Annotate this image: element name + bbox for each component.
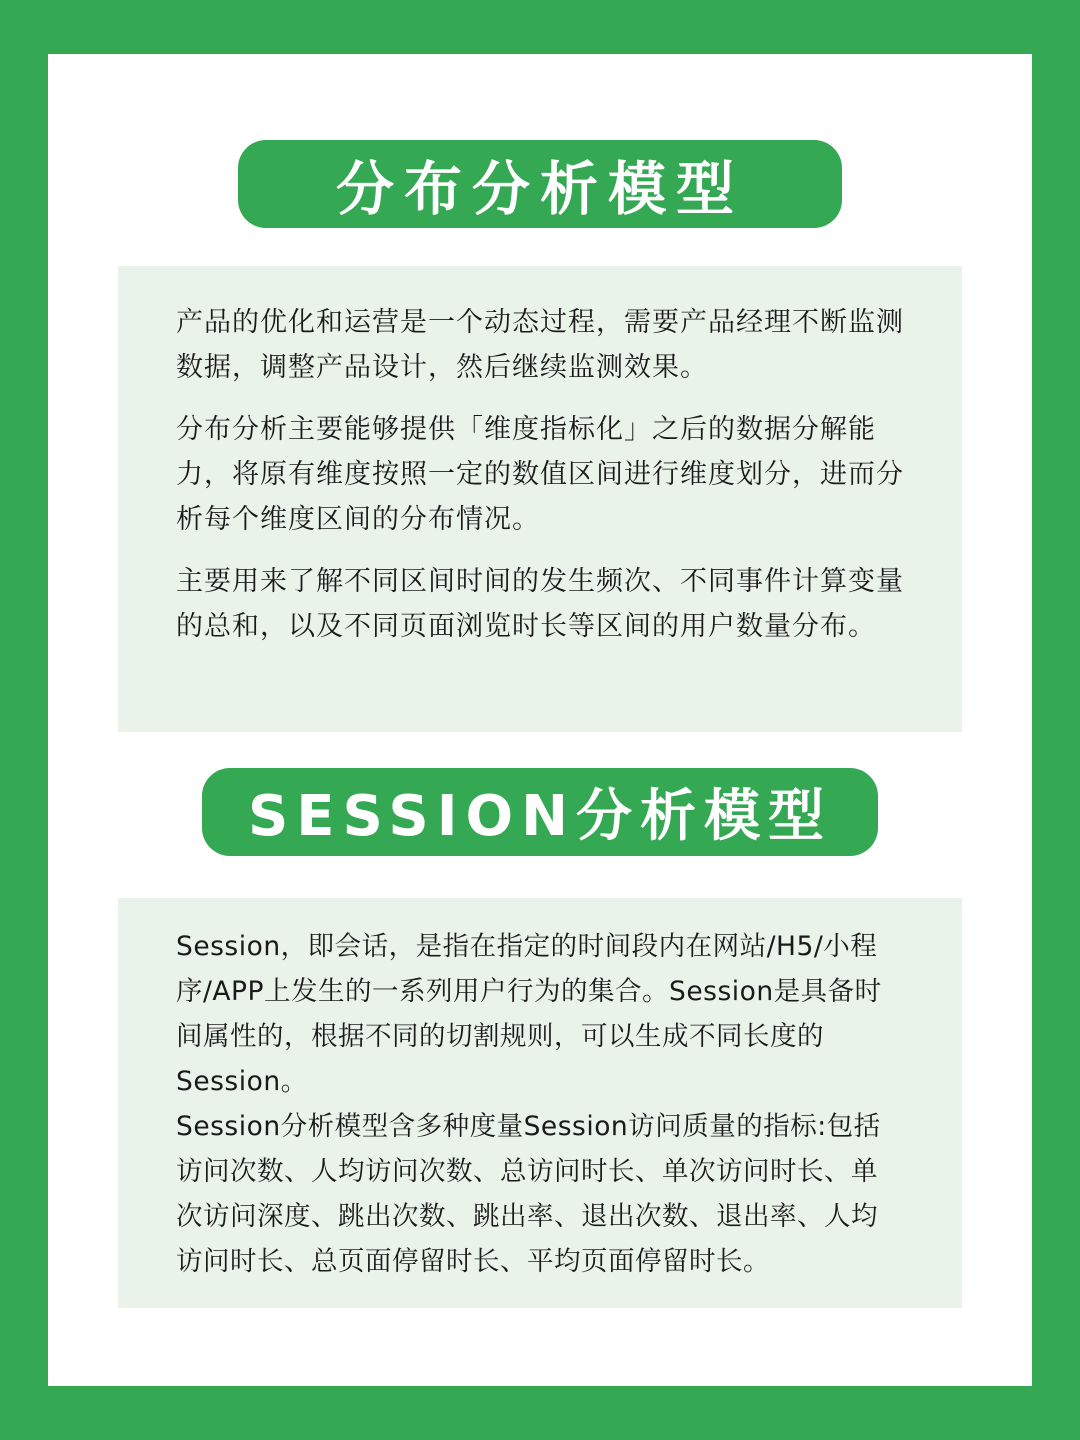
paragraph: 主要用来了解不同区间时间的发生频次、不同事件计算变量的总和，以及不同页面浏览时长等区间的用户数量分布。	[176, 566, 904, 642]
paragraph: 产品的优化和运营是一个动态过程，需要产品经理不断监测数据，调整产品设计，然后继续监测效果。	[176, 307, 904, 383]
paragraph: Session，即会话，是指在指定的时间段内在网站/H5/小程序/APP上发生的一系列用户行为的集合。Session是具备时间属性的，根据不同的切割规则，可以生成不同长度的 Session。	[176, 931, 882, 1097]
distribution-text-panel	[118, 266, 962, 732]
paragraph: 分布分析主要能够提供「维度指标化」之后的数据分解能力，将原有维度按照一定的数值区间进行维度划分，进而分析每个维度区间的分布情况。	[176, 414, 904, 535]
paragraph: Session分析模型含多种度量Session访问质量的指标:包括访问次数、人均访问次数、总访问时长、单次访问时长、单次访问深度、跳出次数、跳出率、退出次数、退出率、人均访问时长、总页面停留时长、平均页面停留时长。	[176, 1111, 881, 1277]
session-text-panel	[118, 898, 962, 1308]
section-title-session: SESSION分析模型	[202, 768, 878, 856]
section-title-distribution: 分布分析模型	[238, 140, 842, 228]
content-card	[48, 54, 1032, 1386]
